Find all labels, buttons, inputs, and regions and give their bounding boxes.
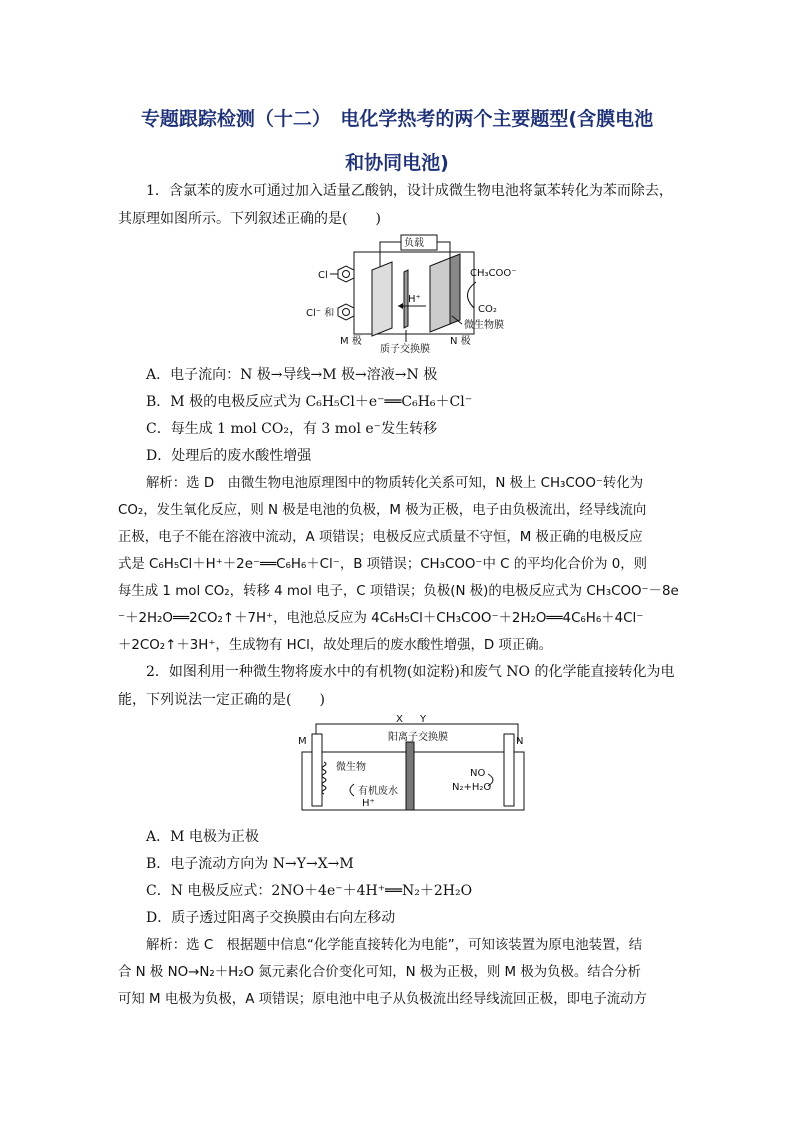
q2-y-label: Y — [420, 714, 427, 725]
q1-analysis-line4: 式是 C₆H₅Cl＋H⁺＋2e⁻══C₆H₆＋Cl⁻，B 项错误；CH₃COO⁻中 C 的平均化合价为 0，则 — [118, 557, 648, 572]
q2-stem-line1: 2．如图利用一种微生物将废水中的有机物(如淀粉)和废气 NO 的化学能直接转化为电 — [146, 664, 675, 680]
q2-n2h2o-label: N₂+H₂O — [452, 782, 492, 793]
q1-m-electrode — [372, 262, 392, 336]
q2-analysis-line3: 可知 M 电极为负极，A 项错误；原电池中电子从负极流出经导线流回正极，即电子流动方 — [118, 992, 647, 1007]
q2-stem-line2: 能，下列说法一定正确的是( ) — [118, 692, 325, 708]
q1-stem-line1: 1．含氯苯的废水可通过加入适量乙酸钠，设计成微生物电池将氯苯转化为苯而除去， — [146, 183, 673, 199]
q2-waste-label: 有机废水 — [358, 786, 398, 797]
q2-x-label: X — [396, 714, 403, 725]
q1-option-a: A．电子流向：N 极→导线→M 极→溶液→N 极 — [146, 367, 438, 383]
q1-n-electrode — [430, 258, 450, 332]
q2-option-b: B．电子流动方向为 N→Y→X→M — [146, 856, 354, 872]
q1-stem-line2: 其原理如图所示。下列叙述正确的是( ) — [118, 211, 381, 227]
q2-hplus-label: H⁺ — [362, 798, 375, 809]
q2-microbe-label: 微生物 — [336, 762, 366, 773]
q2-figure — [292, 712, 532, 818]
q1-m-pole-label: M 极 — [340, 336, 362, 347]
q1-option-c: C．每生成 1 mol CO₂，有 3 mol e⁻发生转移 — [146, 421, 438, 437]
q2-option-d: D．质子透过阳离子交换膜由右向左移动 — [146, 910, 396, 926]
q1-biofilm-label: 微生物膜 — [464, 320, 504, 331]
q2-n-electrode — [504, 734, 514, 806]
q2-m-electrode — [312, 734, 322, 806]
q1-analysis-line3: 正极，电子不能在溶液中流动，A 项错误；电极反应式质量不守恒，M 极正确的电极反应 — [118, 530, 643, 545]
q1-analysis-line5: 每生成 1 mol CO₂，转移 4 mol 电子，C 项错误；负极(N 极)的电极反应式为 CH₃COO⁻－8e — [118, 584, 679, 599]
q1-load-label: 负载 — [404, 238, 424, 249]
q1-hplus-label: H⁺ — [408, 294, 421, 305]
q1-option-d: D．处理后的废水酸性增强 — [146, 448, 312, 464]
q2-microbe-coil-icon — [322, 762, 326, 794]
q1-cl-label: Cl — [318, 270, 328, 281]
q1-cl-and-label: Cl⁻ 和 — [306, 308, 335, 319]
q2-membrane-label: 阳离子交换膜 — [388, 732, 448, 743]
q1-analysis-line1: 解析：选 D 由微生物电池原理图中的物质转化关系可知，N 极上 CH₃COO⁻转化为 — [146, 476, 644, 491]
q2-analysis-line1: 解析：选 C 根据题中信息“化学能直接转化为电能”，可知该装置为原电池装置，结 — [146, 938, 643, 953]
q1-co2-label: CO₂ — [478, 304, 497, 315]
page-title-line2: 和协同电池) — [345, 152, 449, 174]
q2-analysis-line2: 合 N 极 NO→N₂＋H₂O 氮元素化合价变化可知，N 极为正极，则 M 极为负极。结合分析 — [118, 965, 641, 980]
q1-analysis-line6: ⁻＋2H₂O══2CO₂↑＋7H⁺，电池总反应为 4C₆H₅Cl＋CH₃COO⁻＋2H₂O══4C₆H₆＋4Cl⁻ — [118, 611, 644, 626]
page-title-line1: 专题跟踪检测（十二） 电化学热考的两个主要题型(含膜电池 — [140, 108, 654, 130]
q2-option-a: A．M 电极为正极 — [146, 829, 259, 845]
q2-m-label: M — [298, 736, 307, 747]
q2-no-label: NO — [470, 768, 486, 779]
q1-option-b: B．M 极的电极反应式为 C₆H₅Cl＋e⁻══C₆H₆＋Cl⁻ — [146, 394, 473, 410]
q1-analysis-line2: CO₂，发生氧化反应，则 N 极是电池的负极，M 极为正极，电子由负极流出，经导线流向 — [118, 503, 647, 518]
q1-membrane-label: 质子交换膜 — [380, 344, 430, 355]
q2-option-c: C．N 电极反应式：2NO＋4e⁻＋4H⁺══N₂＋2H₂O — [146, 883, 473, 899]
q1-benzene-icon — [338, 304, 354, 320]
q1-chlorobenzene-icon — [330, 266, 354, 282]
q2-cation-membrane — [406, 742, 414, 810]
q1-acetate-label: CH₃COO⁻ — [470, 268, 517, 279]
q2-n-label: N — [516, 736, 524, 747]
q1-n-pole-label: N 极 — [450, 336, 471, 347]
q1-figure — [300, 232, 530, 356]
q1-analysis-line7: ＋2CO₂↑＋3H⁺，生成物有 HCl，故处理后的废水酸性增强，D 项正确。 — [118, 638, 552, 653]
